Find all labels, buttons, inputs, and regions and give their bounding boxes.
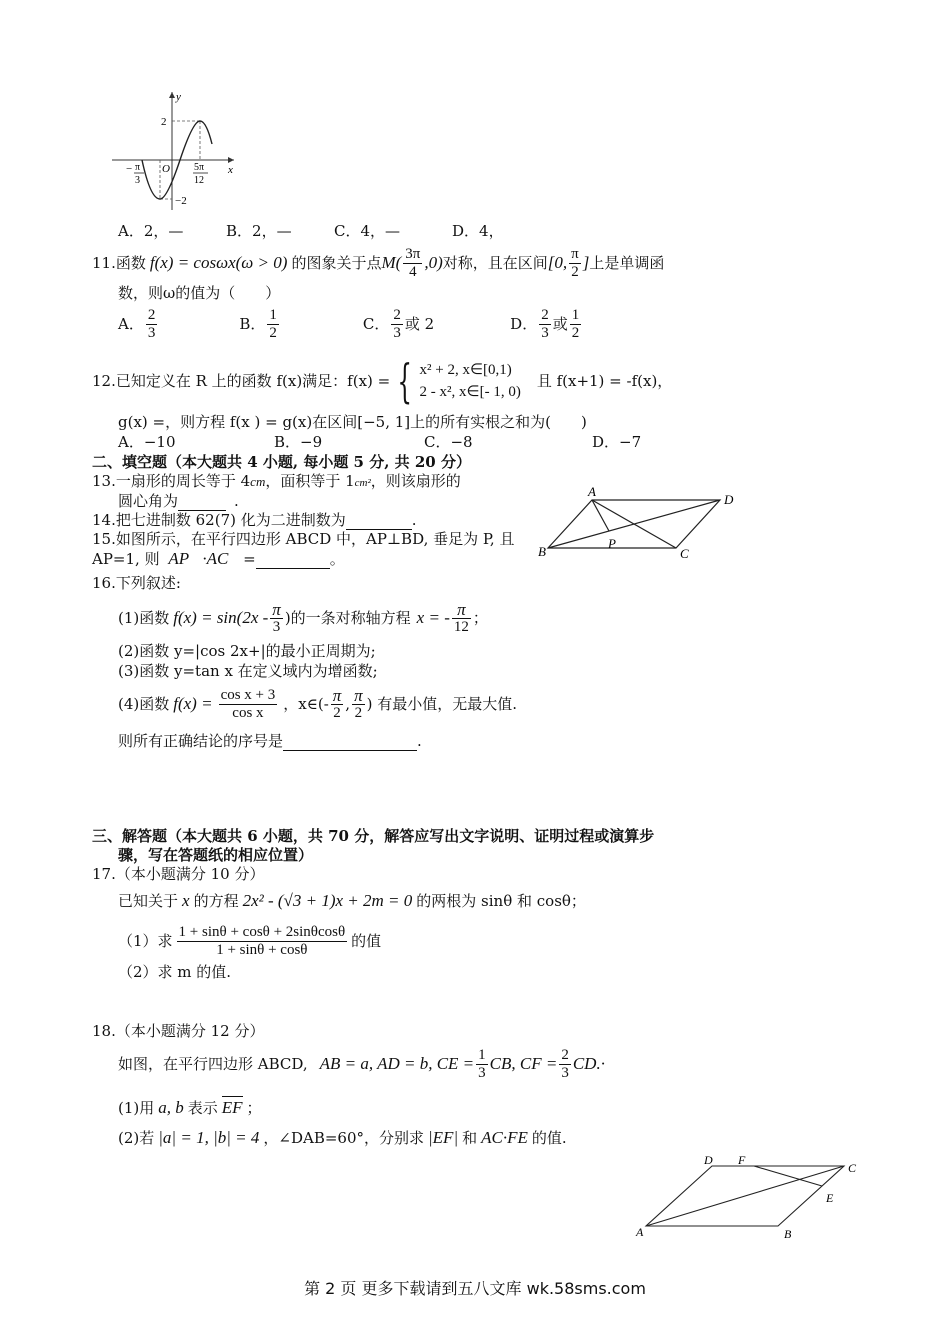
q11-options <box>118 304 583 344</box>
q18-ce-num: 1 <box>478 1046 486 1063</box>
q11-opt-d-num2: 1 <box>571 306 580 323</box>
q12-pieces <box>420 359 521 403</box>
label-c-18: C <box>848 1161 857 1175</box>
q16-1-den2: 12 <box>453 618 469 635</box>
section3-title-line1: 三、解答题（本大题共 6 小题，共 70 分，解答应写出文字说明、证明过程或演算步 <box>92 827 655 845</box>
q16-4-range-pre: ，x∈(- <box>283 695 329 713</box>
q17-line1-pre: 已知关于 <box>118 892 179 910</box>
q11-suffix: 上是单调函 <box>589 254 665 272</box>
page-footer: 第 2 页 更多下载请到五八文库 wk.58sms.com <box>304 1279 646 1298</box>
q11-opt-d-frac2 <box>570 307 582 342</box>
q10-option-c: C．4，— <box>334 222 401 240</box>
x-left-den: 3 <box>135 175 140 186</box>
q16-4-den: cos x <box>232 704 264 721</box>
q18-cf-frac <box>559 1047 571 1082</box>
q16-4-rden1: 2 <box>333 704 341 721</box>
q13-line1-text: 13.一扇形的周长等于 4 <box>92 472 251 490</box>
q16-4-rnum2: π <box>354 685 363 705</box>
y-axis-arrow <box>169 92 175 98</box>
q18-title: 18.（本小题满分 12 分） <box>92 1022 265 1040</box>
q14-text: 14.把七进制数 62(7) 化为二进制数为 <box>92 511 346 529</box>
q11-opt-d-den1: 3 <box>541 324 549 341</box>
q15-answer-blank[interactable] <box>256 552 330 569</box>
q17-line1 <box>118 886 586 916</box>
q11-mid2: 对称，且在区间 <box>442 254 548 272</box>
q15-tail: 。 <box>329 550 345 568</box>
q11-opt-b-frac <box>267 307 279 342</box>
parallelogram-figure-15 <box>536 486 746 566</box>
q18-part1-tail: ； <box>246 1099 262 1117</box>
q11-prefix: 11.函数 <box>92 254 146 272</box>
x-axis-label: x <box>228 164 233 176</box>
q16-4-frac <box>219 687 278 722</box>
y-max-label: 2 <box>161 116 167 128</box>
q16-1-den: 3 <box>272 618 281 635</box>
q13-line1 <box>92 471 461 493</box>
q14-answer-blank[interactable] <box>346 513 412 530</box>
q16-1-mid: )的一条对称轴方程 <box>284 609 411 627</box>
q18-part2-and: 和 <box>462 1129 478 1147</box>
q10-option-b: B．2，— <box>226 222 292 240</box>
q18-part2-pre: (2)若 <box>118 1129 155 1147</box>
q16-4-tail: ) 有最小值，无最大值. <box>366 695 517 713</box>
q13-tail: ，则该扇形的 <box>370 472 461 490</box>
q11-opt-b-num: 1 <box>269 306 277 323</box>
q11-func: f(x) = cosωx(ω > 0) <box>149 253 288 272</box>
q16-4-func: f(x) = <box>173 694 213 713</box>
q11-interval-den: 2 <box>571 263 579 280</box>
q11-point-num: 3π <box>405 245 421 262</box>
q15-line2 <box>92 549 345 569</box>
q18-part2-angle: ，∠DAB=60°，分别求 <box>263 1129 424 1147</box>
q16-1-func: f(x) = sin(2x - <box>173 608 269 627</box>
q13-unit2: cm² <box>354 477 371 489</box>
q18-part1-vars: a, b <box>158 1098 184 1117</box>
x-left-num: π <box>135 162 141 173</box>
sine-graph <box>108 88 238 213</box>
q11-opt-b-label: B． <box>239 315 266 333</box>
q17-part2: （2）求 m 的值. <box>118 963 232 981</box>
q11-opt-a-frac <box>146 307 158 342</box>
q16-item2: (2)函数 y=|cos 2x+|的最小正周期为; <box>118 642 376 660</box>
q11-interval-frac <box>569 246 581 281</box>
q18-ce-den: 3 <box>478 1064 486 1081</box>
q12-option-b: B．−9 <box>274 433 323 451</box>
q11-point-m: M( <box>381 253 402 272</box>
x-axis-arrow <box>228 157 234 163</box>
q15-expr: AP⃗·AC <box>168 549 229 568</box>
q12-option-c: C．−8 <box>424 433 473 451</box>
q13-line2-tail: . <box>234 492 239 510</box>
label-a: A <box>588 486 596 499</box>
q11-opt-a-den: 3 <box>147 324 156 341</box>
q16-4-prefix: (4)函数 <box>118 695 170 713</box>
q11-opt-d-or: 或 <box>552 315 568 333</box>
label-p: P <box>608 536 616 551</box>
label-d-18: D <box>704 1153 713 1167</box>
q16-4-rfrac2 <box>352 687 365 722</box>
q17-part1-num: 1 + sinθ + cosθ + 2sinθcosθ <box>178 923 346 940</box>
q16-1-tail: ； <box>472 609 488 627</box>
y-axis-label: y <box>176 91 181 103</box>
q11-opt-c-den: 3 <box>393 324 401 341</box>
q18-part2-dot: AC·FE <box>481 1128 528 1147</box>
q13-mid: ，面积等于 1 <box>265 472 355 490</box>
q10-option-a: A．2，— <box>118 222 184 240</box>
q14-tail: . <box>411 511 417 529</box>
q18-part2-tail: 的值. <box>531 1129 567 1147</box>
x-right-num: 5π <box>194 162 205 173</box>
q16-4-rnum1: π <box>332 685 342 705</box>
q11-interval-num: π <box>571 245 579 262</box>
q11-opt-c-label: C． <box>362 315 390 333</box>
q11-line1 <box>92 244 664 282</box>
label-d: D <box>724 492 734 507</box>
q12-option-a: A．−10 <box>118 433 176 451</box>
q16-item3: (3)函数 y=tan x 在定义域内为增函数; <box>118 662 378 680</box>
q12-line2: g(x) =，则方程 f(x ) = g(x)在区间[−5, 1]上的所有实根之和为( ) <box>118 413 587 431</box>
q12-option-d: D．−7 <box>592 433 642 451</box>
y-min-label: −2 <box>175 195 187 207</box>
q17-var-x: x <box>182 891 190 910</box>
q18-line1-pre: 如图，在平行四边形 ABCD, <box>118 1055 308 1073</box>
q16-4-rfrac1 <box>331 687 344 722</box>
q17-part1-tail: 的值 <box>351 932 382 950</box>
q15-line1: 15.如图所示，在平行四边形 ABCD 中，AP⊥BD, 垂足为 P, 且 <box>92 530 515 548</box>
q17-part1 <box>118 920 381 962</box>
label-a-18: A <box>636 1225 644 1239</box>
q16-1-frac <box>270 601 283 636</box>
section3-title-line2: 骤，写在答题纸的相应位置） <box>118 846 314 864</box>
q11-opt-d-den2: 2 <box>571 324 580 341</box>
origin-label: O <box>162 163 170 175</box>
q12-brace: { <box>397 354 413 408</box>
parallelogram-figure-18 <box>630 1152 865 1244</box>
q16-1-prefix: (1)函数 <box>118 609 170 627</box>
q13-line2-text: 圆心角为 <box>118 492 179 510</box>
q18-part2-abs: |EF| <box>428 1128 459 1147</box>
q11-opt-c-tail: 或 2 <box>404 315 435 333</box>
q16-answer-blank[interactable] <box>283 734 417 751</box>
q16-4-num: cos x + 3 <box>220 686 276 703</box>
q18-part2 <box>118 1124 567 1152</box>
q10-option-d: D．4， <box>452 222 504 240</box>
q15-line2-text: AP=1, 则 <box>92 550 160 568</box>
q17-part1-pre: （1）求 <box>118 932 173 950</box>
q11-opt-d-label: D． <box>510 315 538 333</box>
q11-opt-d-num1: 2 <box>541 306 549 323</box>
label-f-18: F <box>738 1153 746 1167</box>
q17-line1-tail: 的两根为 sinθ 和 cosθ； <box>416 892 586 910</box>
q17-equation: 2x² - (√3 + 1)x + 2m = 0 <box>242 891 413 910</box>
q15-eq: = <box>243 550 256 568</box>
q11-point-frac <box>403 246 422 281</box>
q16-ans-tail: . <box>417 732 422 750</box>
q16-answer-line <box>118 731 422 751</box>
q12-piece1: x² + 2, x∈[0,1) <box>419 362 512 378</box>
q16-4-rmid: , <box>345 695 351 713</box>
q18-part1-vec: EF <box>221 1098 243 1117</box>
diagonal-ac-18 <box>646 1166 844 1226</box>
q18-part1-mid: 表示 <box>187 1099 218 1117</box>
label-b: B <box>538 544 546 559</box>
q11-opt-a-num: 2 <box>147 306 156 323</box>
q16-1-num: π <box>272 599 281 619</box>
q18-part2-cond: |a| = 1, |b| = 4 <box>158 1128 260 1147</box>
q18-cf-den: 3 <box>561 1064 569 1081</box>
q17-line1-mid: 的方程 <box>193 892 239 910</box>
q17-part1-frac <box>177 924 348 959</box>
section2-title: 二、填空题（本大题共 4 小题, 每小题 5 分, 共 20 分） <box>92 453 471 471</box>
q11-opt-c-frac <box>391 307 403 342</box>
q16-1-eq: x = - <box>416 608 450 627</box>
q18-line1-tail: CD.· <box>572 1054 605 1073</box>
q18-mid: CB, CF = <box>489 1054 558 1073</box>
q11-line2: 数，则ω的值为（ ） <box>118 284 281 302</box>
q11-interval-tail: ] <box>582 253 590 272</box>
q17-title: 17.（本小题满分 10 分） <box>92 865 265 883</box>
q11-point-den: 4 <box>409 263 417 280</box>
q18-cf-num: 2 <box>561 1046 569 1063</box>
q11-interval-head: [0, <box>547 253 568 272</box>
q18-ce-frac <box>476 1047 488 1082</box>
q11-opt-d-frac1 <box>539 307 551 342</box>
q16-title: 16.下列叙述: <box>92 574 181 592</box>
q11-mid: 的图象关于点 <box>291 254 382 272</box>
label-c: C <box>680 546 689 561</box>
q13-line2 <box>118 491 239 511</box>
q16-item4 <box>118 682 517 726</box>
q18-line1-eq: AB = a, AD = b, CE = <box>319 1054 475 1073</box>
x-right-den: 12 <box>194 175 204 186</box>
q18-line1 <box>118 1042 605 1086</box>
q16-1-frac2 <box>452 601 471 636</box>
q12-prefix: 12.已知定义在 R 上的函数 f(x)满足：f(x) = <box>92 372 391 390</box>
q11-point-tail: ,0) <box>424 253 443 272</box>
q11-opt-a-label: A． <box>118 315 144 333</box>
label-e-18: E <box>826 1191 834 1205</box>
q12-line1 <box>92 352 672 410</box>
q16-item1 <box>118 596 488 640</box>
q16-ans-text: 则所有正确结论的序号是 <box>118 732 284 750</box>
q13-unit1: cm <box>250 474 266 489</box>
q16-4-rden2: 2 <box>354 704 363 721</box>
q16-1-num2: π <box>452 601 471 619</box>
q14-line <box>92 510 417 530</box>
q17-part1-den: 1 + sinθ + cosθ <box>216 941 308 958</box>
q12-suffix: 且 f(x+1) = -f(x)， <box>536 372 673 390</box>
q12-piece2: 2 - x², x∈[- 1, 0) <box>419 384 521 400</box>
label-b-18: B <box>784 1227 792 1241</box>
q11-opt-c-num: 2 <box>393 306 401 323</box>
q18-part1-pre: (1)用 <box>118 1099 155 1117</box>
q13-answer-blank[interactable] <box>178 494 226 511</box>
x-left-sign: − <box>126 163 133 175</box>
q18-part1 <box>118 1092 262 1118</box>
q11-opt-b-den: 2 <box>269 324 277 341</box>
